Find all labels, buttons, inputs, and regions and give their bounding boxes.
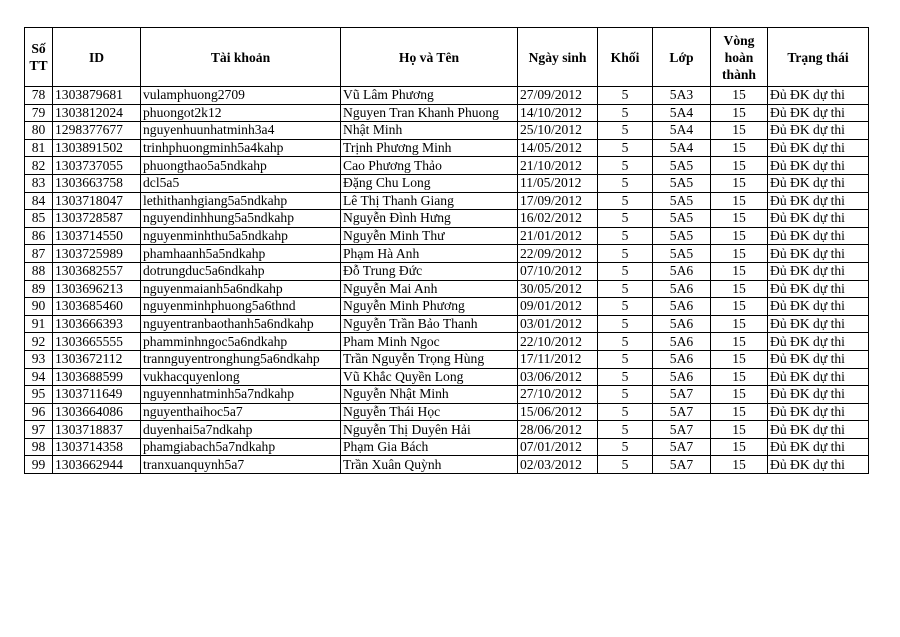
- cell-account: tranxuanquynh5a7: [141, 456, 341, 474]
- cell-rounds: 15: [711, 298, 768, 316]
- cell-stt: 96: [25, 403, 53, 421]
- cell-status: Đủ ĐK dự thi: [768, 157, 869, 175]
- cell-rounds: 15: [711, 174, 768, 192]
- header-stt: Số TT: [25, 28, 53, 87]
- cell-account: lethithanhgiang5a5ndkahp: [141, 192, 341, 210]
- cell-status: Đủ ĐK dự thi: [768, 192, 869, 210]
- cell-stt: 92: [25, 333, 53, 351]
- cell-class: 5A6: [653, 280, 711, 298]
- table-row: [25, 298, 869, 316]
- cell-grade: 5: [598, 386, 653, 404]
- cell-grade: 5: [598, 139, 653, 157]
- cell-class: 5A7: [653, 403, 711, 421]
- cell-dob: 27/09/2012: [518, 87, 598, 105]
- cell-rounds: 15: [711, 438, 768, 456]
- cell-full-name: Cao Phương Thảo: [341, 157, 518, 175]
- cell-status: Đủ ĐK dự thi: [768, 262, 869, 280]
- cell-rounds: 15: [711, 139, 768, 157]
- cell-status: Đủ ĐK dự thi: [768, 298, 869, 316]
- cell-account: nguyennhatminh5a7ndkahp: [141, 386, 341, 404]
- cell-dob: 30/05/2012: [518, 280, 598, 298]
- table-row: [25, 174, 869, 192]
- cell-full-name: Pham Minh Ngoc: [341, 333, 518, 351]
- cell-stt: 97: [25, 421, 53, 439]
- cell-class: 5A6: [653, 315, 711, 333]
- cell-grade: 5: [598, 174, 653, 192]
- cell-rounds: 15: [711, 421, 768, 439]
- cell-dob: 09/01/2012: [518, 298, 598, 316]
- table-row: [25, 403, 869, 421]
- header-account: Tài khoản: [141, 28, 341, 87]
- cell-stt: 95: [25, 386, 53, 404]
- cell-full-name: Nguyen Tran Khanh Phuong: [341, 104, 518, 122]
- cell-id: 1303688599: [53, 368, 141, 386]
- cell-grade: 5: [598, 280, 653, 298]
- cell-rounds: 15: [711, 104, 768, 122]
- cell-status: Đủ ĐK dự thi: [768, 368, 869, 386]
- cell-status: Đủ ĐK dự thi: [768, 421, 869, 439]
- cell-full-name: Nguyễn Mai Anh: [341, 280, 518, 298]
- cell-account: trinhphuongminh5a4kahp: [141, 139, 341, 157]
- cell-rounds: 15: [711, 192, 768, 210]
- cell-dob: 14/10/2012: [518, 104, 598, 122]
- cell-account: phamminhngoc5a6ndkahp: [141, 333, 341, 351]
- cell-grade: 5: [598, 192, 653, 210]
- cell-dob: 16/02/2012: [518, 210, 598, 228]
- cell-full-name: Nguyễn Nhật Minh: [341, 386, 518, 404]
- cell-grade: 5: [598, 368, 653, 386]
- table-row: [25, 421, 869, 439]
- cell-id: 1303711649: [53, 386, 141, 404]
- cell-full-name: Nguyễn Thái Học: [341, 403, 518, 421]
- cell-status: Đủ ĐK dự thi: [768, 315, 869, 333]
- cell-class: 5A6: [653, 262, 711, 280]
- cell-rounds: 15: [711, 386, 768, 404]
- header-grade: Khối: [598, 28, 653, 87]
- cell-full-name: Phạm Gia Bách: [341, 438, 518, 456]
- cell-rounds: 15: [711, 456, 768, 474]
- cell-grade: 5: [598, 350, 653, 368]
- cell-dob: 02/03/2012: [518, 456, 598, 474]
- cell-stt: 89: [25, 280, 53, 298]
- cell-stt: 91: [25, 315, 53, 333]
- table-row: [25, 438, 869, 456]
- cell-grade: 5: [598, 104, 653, 122]
- cell-dob: 07/10/2012: [518, 262, 598, 280]
- header-status: Trạng thái: [768, 28, 869, 87]
- cell-class: 5A4: [653, 122, 711, 140]
- table-body: [25, 87, 869, 474]
- cell-id: 1303728587: [53, 210, 141, 228]
- cell-full-name: Đỗ Trung Đức: [341, 262, 518, 280]
- cell-grade: 5: [598, 245, 653, 263]
- cell-account: nguyenthaihoc5a7: [141, 403, 341, 421]
- table-row: [25, 368, 869, 386]
- cell-status: Đủ ĐK dự thi: [768, 245, 869, 263]
- cell-stt: 88: [25, 262, 53, 280]
- cell-account: vulamphuong2709: [141, 87, 341, 105]
- cell-rounds: 15: [711, 245, 768, 263]
- cell-stt: 85: [25, 210, 53, 228]
- cell-stt: 94: [25, 368, 53, 386]
- header-dob: Ngày sinh: [518, 28, 598, 87]
- cell-grade: 5: [598, 157, 653, 175]
- cell-stt: 84: [25, 192, 53, 210]
- table-row: [25, 157, 869, 175]
- header-full-name: Họ và Tên: [341, 28, 518, 87]
- cell-status: Đủ ĐK dự thi: [768, 139, 869, 157]
- cell-status: Đủ ĐK dự thi: [768, 386, 869, 404]
- table-row: [25, 315, 869, 333]
- cell-account: dotrungduc5a6ndkahp: [141, 262, 341, 280]
- cell-id: 1303664086: [53, 403, 141, 421]
- cell-stt: 81: [25, 139, 53, 157]
- cell-full-name: Lê Thị Thanh Giang: [341, 192, 518, 210]
- cell-id: 1303718047: [53, 192, 141, 210]
- cell-status: Đủ ĐK dự thi: [768, 350, 869, 368]
- cell-class: 5A6: [653, 333, 711, 351]
- cell-dob: 03/01/2012: [518, 315, 598, 333]
- cell-id: 1303812024: [53, 104, 141, 122]
- cell-stt: 78: [25, 87, 53, 105]
- cell-id: 1303672112: [53, 350, 141, 368]
- table-header: [25, 28, 869, 87]
- cell-class: 5A5: [653, 245, 711, 263]
- cell-dob: 22/10/2012: [518, 333, 598, 351]
- cell-rounds: 15: [711, 262, 768, 280]
- cell-full-name: Nhật Minh: [341, 122, 518, 140]
- table-row: [25, 104, 869, 122]
- cell-dob: 15/06/2012: [518, 403, 598, 421]
- cell-id: 1303737055: [53, 157, 141, 175]
- cell-account: nguyenminhphuong5a6thnd: [141, 298, 341, 316]
- cell-status: Đủ ĐK dự thi: [768, 87, 869, 105]
- cell-id: 1303666393: [53, 315, 141, 333]
- cell-stt: 83: [25, 174, 53, 192]
- cell-full-name: Vũ Lâm Phương: [341, 87, 518, 105]
- cell-grade: 5: [598, 315, 653, 333]
- cell-class: 5A4: [653, 139, 711, 157]
- cell-rounds: 15: [711, 403, 768, 421]
- cell-class: 5A5: [653, 174, 711, 192]
- cell-stt: 90: [25, 298, 53, 316]
- cell-class: 5A4: [653, 104, 711, 122]
- table-row: [25, 456, 869, 474]
- cell-id: 1303725989: [53, 245, 141, 263]
- cell-status: Đủ ĐK dự thi: [768, 104, 869, 122]
- cell-grade: 5: [598, 298, 653, 316]
- cell-full-name: Trần Nguyễn Trọng Hùng: [341, 350, 518, 368]
- cell-dob: 25/10/2012: [518, 122, 598, 140]
- cell-account: duyenhai5a7ndkahp: [141, 421, 341, 439]
- cell-dob: 21/01/2012: [518, 227, 598, 245]
- table-row: [25, 262, 869, 280]
- cell-id: 1303891502: [53, 139, 141, 157]
- header-class: Lớp: [653, 28, 711, 87]
- student-roster-table: [24, 27, 869, 474]
- cell-account: phamgiabach5a7ndkahp: [141, 438, 341, 456]
- table-row: [25, 227, 869, 245]
- cell-status: Đủ ĐK dự thi: [768, 456, 869, 474]
- cell-account: phuongthao5a5ndkahp: [141, 157, 341, 175]
- cell-id: 1303662944: [53, 456, 141, 474]
- header-rounds: Vòng hoàn thành: [711, 28, 768, 87]
- cell-full-name: Nguyễn Minh Phương: [341, 298, 518, 316]
- cell-stt: 86: [25, 227, 53, 245]
- cell-class: 5A7: [653, 386, 711, 404]
- cell-stt: 87: [25, 245, 53, 263]
- table-row: [25, 333, 869, 351]
- cell-full-name: Nguyễn Minh Thư: [341, 227, 518, 245]
- cell-id: 1303718837: [53, 421, 141, 439]
- cell-grade: 5: [598, 262, 653, 280]
- cell-full-name: Trịnh Phương Minh: [341, 139, 518, 157]
- cell-rounds: 15: [711, 122, 768, 140]
- cell-full-name: Trần Xuân Quỳnh: [341, 456, 518, 474]
- cell-class: 5A6: [653, 350, 711, 368]
- cell-account: nguyenmaianh5a6ndkahp: [141, 280, 341, 298]
- table-row: [25, 386, 869, 404]
- cell-stt: 93: [25, 350, 53, 368]
- cell-id: 1303682557: [53, 262, 141, 280]
- cell-dob: 27/10/2012: [518, 386, 598, 404]
- cell-full-name: Phạm Hà Anh: [341, 245, 518, 263]
- cell-grade: 5: [598, 403, 653, 421]
- cell-stt: 98: [25, 438, 53, 456]
- cell-grade: 5: [598, 333, 653, 351]
- cell-grade: 5: [598, 210, 653, 228]
- cell-rounds: 15: [711, 87, 768, 105]
- cell-id: 1303663758: [53, 174, 141, 192]
- cell-stt: 99: [25, 456, 53, 474]
- table-row: [25, 122, 869, 140]
- cell-grade: 5: [598, 227, 653, 245]
- cell-id: 1303714358: [53, 438, 141, 456]
- cell-grade: 5: [598, 438, 653, 456]
- cell-status: Đủ ĐK dự thi: [768, 403, 869, 421]
- cell-rounds: 15: [711, 333, 768, 351]
- cell-rounds: 15: [711, 210, 768, 228]
- cell-id: 1303685460: [53, 298, 141, 316]
- cell-grade: 5: [598, 421, 653, 439]
- cell-stt: 80: [25, 122, 53, 140]
- cell-dob: 22/09/2012: [518, 245, 598, 263]
- cell-class: 5A5: [653, 157, 711, 175]
- cell-dob: 03/06/2012: [518, 368, 598, 386]
- cell-full-name: Đặng Chu Long: [341, 174, 518, 192]
- cell-rounds: 15: [711, 280, 768, 298]
- table-row: [25, 350, 869, 368]
- table-row: [25, 87, 869, 105]
- cell-class: 5A5: [653, 210, 711, 228]
- cell-class: 5A6: [653, 368, 711, 386]
- cell-class: 5A5: [653, 192, 711, 210]
- cell-dob: 17/09/2012: [518, 192, 598, 210]
- cell-status: Đủ ĐK dự thi: [768, 210, 869, 228]
- cell-full-name: Vũ Khắc Quyền Long: [341, 368, 518, 386]
- cell-dob: 07/01/2012: [518, 438, 598, 456]
- cell-account: nguyenminhthu5a5ndkahp: [141, 227, 341, 245]
- cell-status: Đủ ĐK dự thi: [768, 438, 869, 456]
- cell-account: vukhacquyenlong: [141, 368, 341, 386]
- cell-dob: 17/11/2012: [518, 350, 598, 368]
- cell-id: 1303696213: [53, 280, 141, 298]
- cell-status: Đủ ĐK dự thi: [768, 280, 869, 298]
- cell-full-name: Nguyễn Đình Hưng: [341, 210, 518, 228]
- cell-status: Đủ ĐK dự thi: [768, 174, 869, 192]
- cell-class: 5A7: [653, 438, 711, 456]
- cell-grade: 5: [598, 122, 653, 140]
- cell-account: dcl5a5: [141, 174, 341, 192]
- cell-rounds: 15: [711, 368, 768, 386]
- cell-rounds: 15: [711, 157, 768, 175]
- cell-class: 5A6: [653, 298, 711, 316]
- cell-account: phamhaanh5a5ndkahp: [141, 245, 341, 263]
- table-row: [25, 210, 869, 228]
- cell-rounds: 15: [711, 350, 768, 368]
- cell-status: Đủ ĐK dự thi: [768, 333, 869, 351]
- cell-dob: 28/06/2012: [518, 421, 598, 439]
- cell-full-name: Nguyễn Thị Duyên Hải: [341, 421, 518, 439]
- cell-dob: 21/10/2012: [518, 157, 598, 175]
- cell-account: trannguyentronghung5a6ndkahp: [141, 350, 341, 368]
- cell-id: 1303714550: [53, 227, 141, 245]
- cell-status: Đủ ĐK dự thi: [768, 122, 869, 140]
- header-row: [25, 28, 869, 87]
- cell-account: phuongot2k12: [141, 104, 341, 122]
- table-row: [25, 280, 869, 298]
- cell-account: nguyendinhhung5a5ndkahp: [141, 210, 341, 228]
- cell-stt: 79: [25, 104, 53, 122]
- cell-id: 1298377677: [53, 122, 141, 140]
- cell-account: nguyentranbaothanh5a6ndkahp: [141, 315, 341, 333]
- cell-rounds: 15: [711, 227, 768, 245]
- cell-rounds: 15: [711, 315, 768, 333]
- cell-full-name: Nguyễn Trần Bảo Thanh: [341, 315, 518, 333]
- cell-dob: 14/05/2012: [518, 139, 598, 157]
- cell-stt: 82: [25, 157, 53, 175]
- cell-grade: 5: [598, 87, 653, 105]
- cell-class: 5A3: [653, 87, 711, 105]
- table-row: [25, 192, 869, 210]
- header-id: ID: [53, 28, 141, 87]
- cell-grade: 5: [598, 456, 653, 474]
- cell-id: 1303879681: [53, 87, 141, 105]
- table-row: [25, 139, 869, 157]
- cell-id: 1303665555: [53, 333, 141, 351]
- cell-class: 5A5: [653, 227, 711, 245]
- cell-dob: 11/05/2012: [518, 174, 598, 192]
- cell-class: 5A7: [653, 456, 711, 474]
- cell-account: nguyenhuunhatminh3a4: [141, 122, 341, 140]
- table-row: [25, 245, 869, 263]
- cell-status: Đủ ĐK dự thi: [768, 227, 869, 245]
- cell-class: 5A7: [653, 421, 711, 439]
